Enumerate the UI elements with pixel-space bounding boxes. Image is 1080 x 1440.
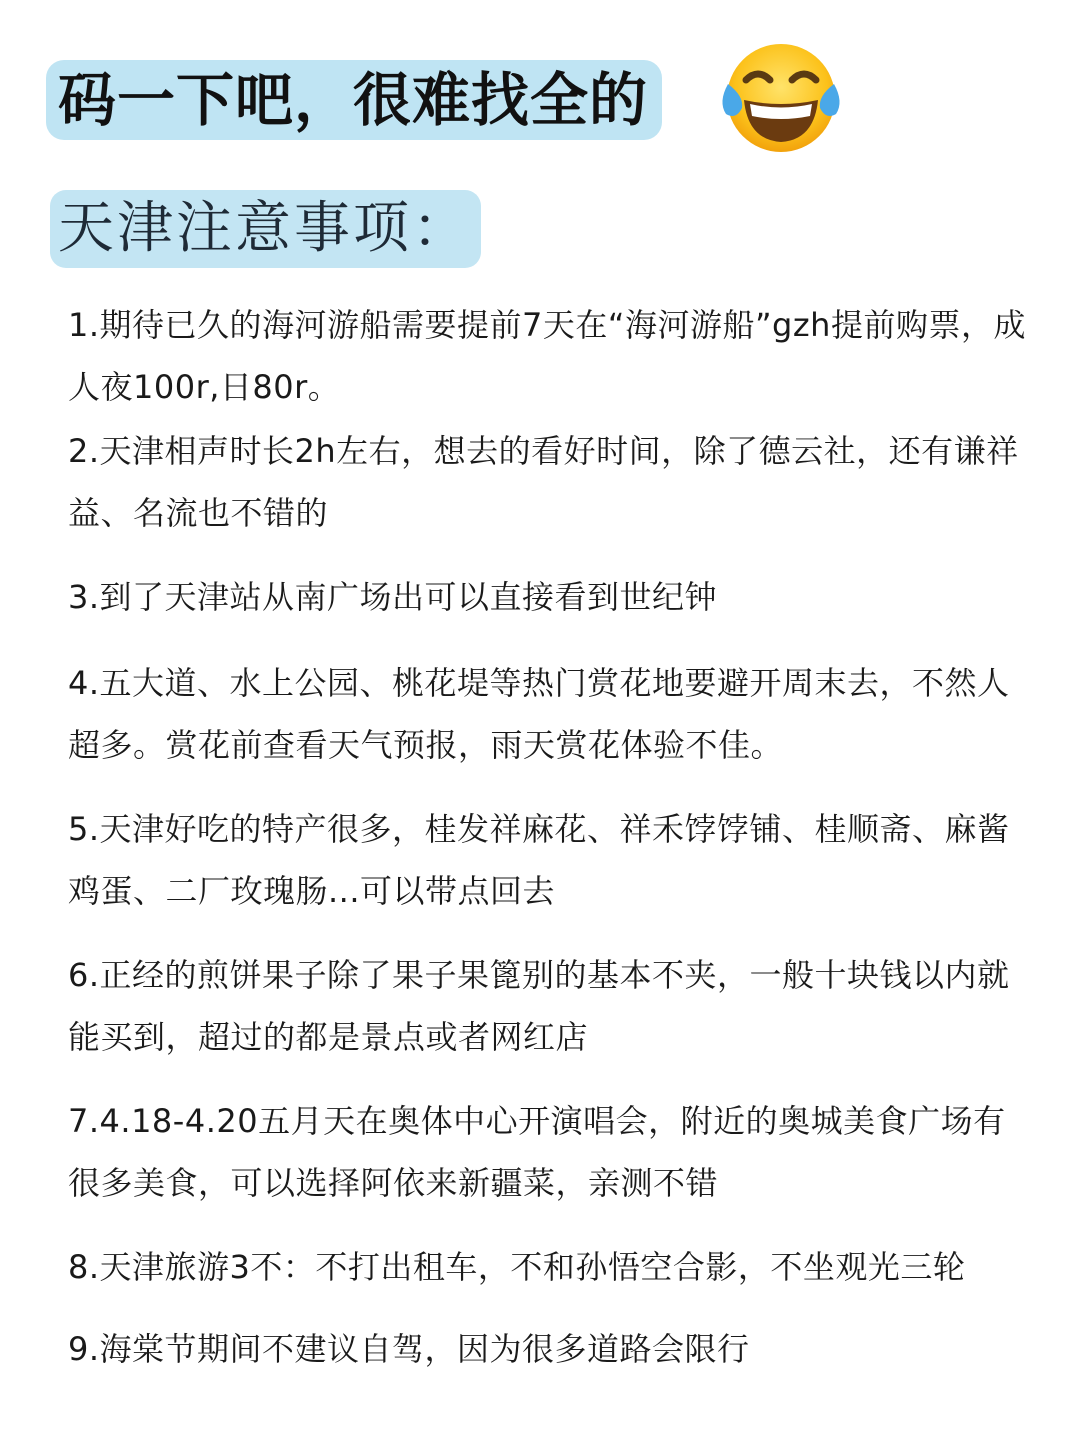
section-title: 天津注意事项： [50, 190, 481, 268]
page-title: 码一下吧，很难找全的 [46, 60, 662, 140]
headline-container [46, 60, 662, 140]
list-item: 8.天津旅游3不：不打出租车，不和孙悟空合影，不坐观光三轮 [68, 1248, 966, 1286]
list-item: 1.期待已久的海河游船需要提前7天在“海河游船”gzh提前购票，成人夜100r,日80r。 [68, 306, 1026, 406]
list-item: 7.4.18-4.20五月天在奥体中心开演唱会，附近的奥城美食广场有很多美食，可以选择阿依来新疆菜，亲测不错 [68, 1102, 1006, 1202]
list-item: 4.五大道、水上公园、桃花堤等热门赏花地要避开周末去，不然人超多。赏花前查看天气预报，雨天赏花体验不佳。 [68, 664, 1010, 764]
face-with-tears-of-joy-icon [716, 38, 846, 156]
list-item: 5.天津好吃的特产很多，桂发祥麻花、祥禾饽饽铺、桂顺斋、麻酱鸡蛋、二厂玫瑰肠...可以带点回去 [68, 810, 1010, 910]
list-item: 6.正经的煎饼果子除了果子果篦别的基本不夹，一般十块钱以内就能买到，超过的都是景点或者网红店 [68, 956, 1010, 1056]
list-item: 3.到了天津站从南广场出可以直接看到世纪钟 [68, 578, 718, 616]
list-item: 2.天津相声时长2h左右，想去的看好时间，除了德云社，还有谦祥益、名流也不错的 [68, 432, 1019, 532]
list-item: 9.海棠节期间不建议自驾，因为很多道路会限行 [68, 1330, 750, 1368]
